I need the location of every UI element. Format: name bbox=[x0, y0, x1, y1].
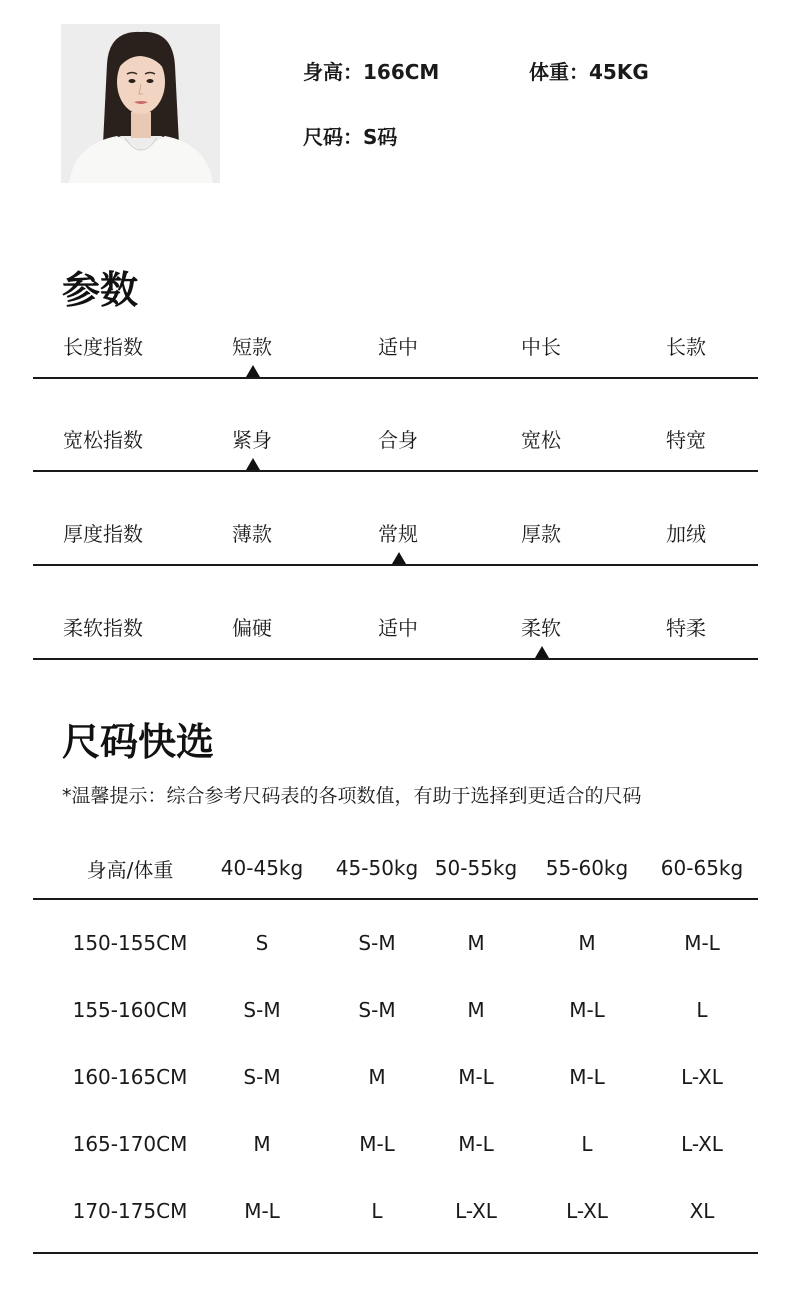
model-weight: 体重：45KG bbox=[529, 60, 649, 84]
table-row bbox=[33, 1177, 758, 1244]
size-cell: M-L bbox=[569, 997, 605, 1022]
table-row bbox=[33, 1043, 758, 1110]
column-header: 55-60kg bbox=[545, 856, 629, 880]
table-row bbox=[33, 976, 758, 1043]
table-row bbox=[33, 1110, 758, 1177]
size-cell: S-M bbox=[358, 997, 396, 1022]
size-cell: M-L bbox=[359, 1131, 395, 1156]
size-table bbox=[33, 838, 758, 1254]
table-rule bbox=[33, 1252, 758, 1254]
param-option: 柔软 bbox=[521, 616, 561, 640]
size-cell: M-L bbox=[458, 1131, 494, 1156]
param-option: 合身 bbox=[378, 428, 418, 452]
size-cell: S-M bbox=[243, 1064, 281, 1089]
model-size: 尺码：S码 bbox=[303, 125, 398, 149]
param-option: 薄款 bbox=[232, 522, 272, 546]
param-label: 宽松指数 bbox=[63, 428, 143, 452]
size-cell: M bbox=[467, 930, 485, 955]
size-cell: L-XL bbox=[681, 1131, 723, 1156]
param-option: 偏硬 bbox=[232, 616, 272, 640]
size-cell: M bbox=[467, 997, 485, 1022]
column-header: 50-55kg bbox=[434, 856, 518, 880]
param-option: 中长 bbox=[521, 335, 561, 359]
param-divider bbox=[33, 658, 758, 660]
selected-marker-icon bbox=[392, 552, 406, 564]
table-header bbox=[33, 838, 758, 898]
param-label: 长度指数 bbox=[63, 335, 143, 359]
size-cell: S-M bbox=[358, 930, 396, 955]
param-option: 常规 bbox=[378, 522, 418, 546]
size-cell: L-XL bbox=[566, 1198, 608, 1223]
row-height-range: 150-155CM bbox=[72, 930, 188, 955]
size-cell: M bbox=[578, 930, 596, 955]
param-option: 紧身 bbox=[232, 428, 272, 452]
param-divider bbox=[33, 377, 758, 379]
param-option: 短款 bbox=[232, 335, 272, 359]
size-cell: L bbox=[581, 1131, 593, 1156]
model-height: 身高：166CM bbox=[303, 60, 440, 84]
param-row bbox=[33, 608, 758, 702]
size-cell: L bbox=[696, 997, 708, 1022]
size-cell: L-XL bbox=[681, 1064, 723, 1089]
param-divider bbox=[33, 470, 758, 472]
selected-marker-icon bbox=[246, 365, 260, 377]
size-cell: L bbox=[371, 1198, 383, 1223]
size-cell: M-L bbox=[244, 1198, 280, 1223]
param-label: 厚度指数 bbox=[63, 522, 143, 546]
column-header: 60-65kg bbox=[660, 856, 744, 880]
size-cell: L-XL bbox=[455, 1198, 497, 1223]
size-guide-title: 尺码快选 bbox=[62, 720, 215, 764]
param-option: 特宽 bbox=[666, 428, 706, 452]
row-height-range: 155-160CM bbox=[72, 997, 188, 1022]
size-cell: M-L bbox=[569, 1064, 605, 1089]
size-cell: M bbox=[368, 1064, 386, 1089]
size-cell: M-L bbox=[684, 930, 720, 955]
column-header: 40-45kg bbox=[220, 856, 304, 880]
param-option: 加绒 bbox=[666, 522, 706, 546]
table-row bbox=[33, 909, 758, 976]
column-header: 身高/体重 bbox=[86, 857, 174, 882]
table-rule bbox=[33, 898, 758, 900]
selected-marker-icon bbox=[535, 646, 549, 658]
params-title: 参数 bbox=[62, 268, 139, 312]
size-cell: XL bbox=[689, 1198, 715, 1223]
row-height-range: 170-175CM bbox=[72, 1198, 188, 1223]
param-option: 适中 bbox=[378, 335, 418, 359]
param-row bbox=[33, 327, 758, 421]
row-height-range: 160-165CM bbox=[72, 1064, 188, 1089]
param-option: 长款 bbox=[666, 335, 706, 359]
param-option: 适中 bbox=[378, 616, 418, 640]
param-option: 特柔 bbox=[666, 616, 706, 640]
column-header: 45-50kg bbox=[335, 856, 419, 880]
param-row bbox=[33, 420, 758, 514]
selected-marker-icon bbox=[246, 458, 260, 470]
size-guide-tip: *温馨提示：综合参考尺码表的各项数值，有助于选择到更适合的尺码 bbox=[62, 785, 642, 807]
size-cell: M bbox=[253, 1131, 271, 1156]
size-cell: M-L bbox=[458, 1064, 494, 1089]
param-label: 柔软指数 bbox=[63, 616, 143, 640]
row-height-range: 165-170CM bbox=[72, 1131, 188, 1156]
param-divider bbox=[33, 564, 758, 566]
size-cell: S-M bbox=[243, 997, 281, 1022]
param-option: 宽松 bbox=[521, 428, 561, 452]
size-cell: S bbox=[255, 930, 269, 955]
param-row bbox=[33, 514, 758, 608]
model-photo bbox=[61, 24, 220, 183]
param-option: 厚款 bbox=[521, 522, 561, 546]
